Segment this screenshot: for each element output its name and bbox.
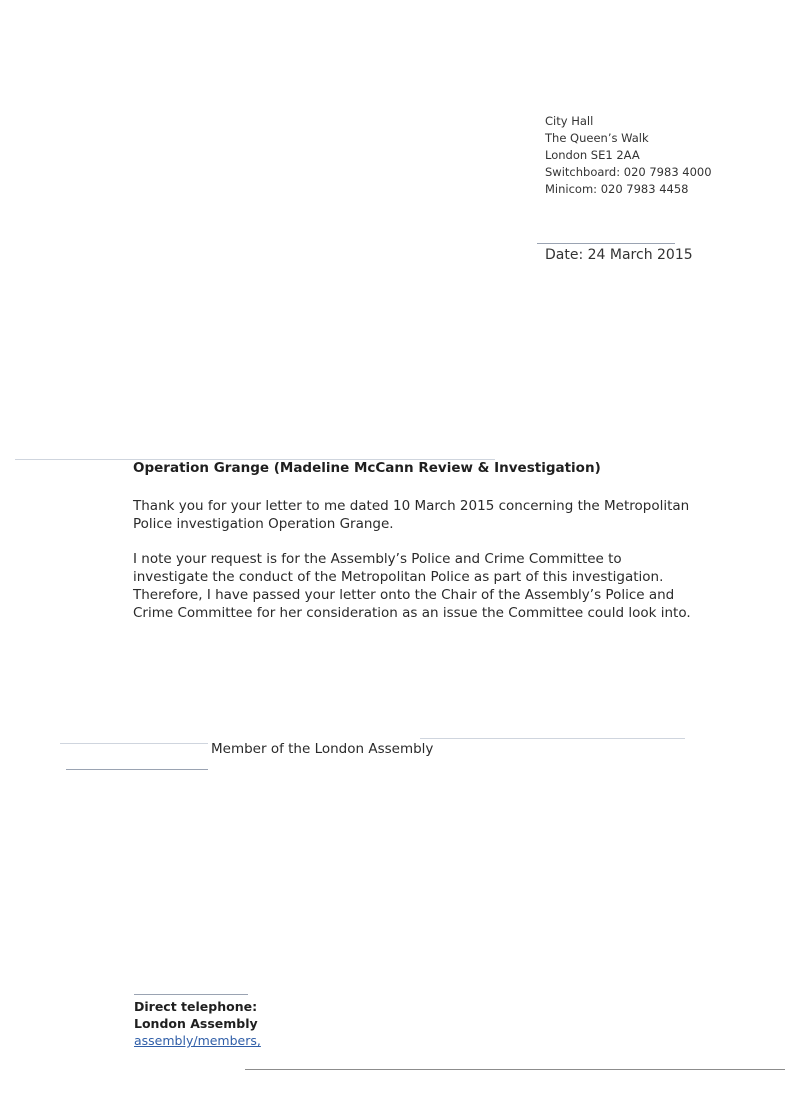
footer-contact [134, 998, 261, 1049]
assembly-members-link[interactable]: assembly/members, [134, 1033, 261, 1048]
switchboard-number: Switchboard: 020 7983 4000 [545, 165, 712, 179]
direct-telephone-label: Direct telephone: [134, 999, 258, 1014]
footer-rule [134, 994, 248, 995]
signoff-title: Member of the London Assembly [211, 741, 434, 757]
address-line-3: London SE1 2AA [545, 148, 640, 162]
sender-address [545, 113, 712, 198]
redaction-line-left [60, 743, 208, 744]
body-paragraph-1: Thank you for your letter to me dated 10 March 2015 concerning the Metropolitan Police investigation Operation Grange. [133, 498, 690, 532]
body-paragraph-2: I note your request is for the Assembly’s Police and Crime Committee to investigate the conduct of the Metropolitan Police as part of this investigation. Therefore, I have passed your letter onto the Chair of the Assembly’s Police and Crime Committee for her consideration as an issue the Committee could look into. [133, 551, 691, 621]
redaction-line-right [420, 738, 685, 739]
date-rule [537, 243, 675, 244]
address-line-2: The Queen’s Walk [545, 131, 649, 145]
minicom-number: Minicom: 020 7983 4458 [545, 182, 689, 196]
letter-subject: Operation Grange (Madeline McCann Review & Investigation) [133, 460, 601, 476]
address-line-1: City Hall [545, 114, 594, 128]
signature-rule [66, 769, 208, 770]
redaction-line-bottom [245, 1069, 785, 1070]
letter-date: Date: 24 March 2015 [545, 247, 693, 263]
london-assembly-label: London Assembly [134, 1016, 258, 1031]
